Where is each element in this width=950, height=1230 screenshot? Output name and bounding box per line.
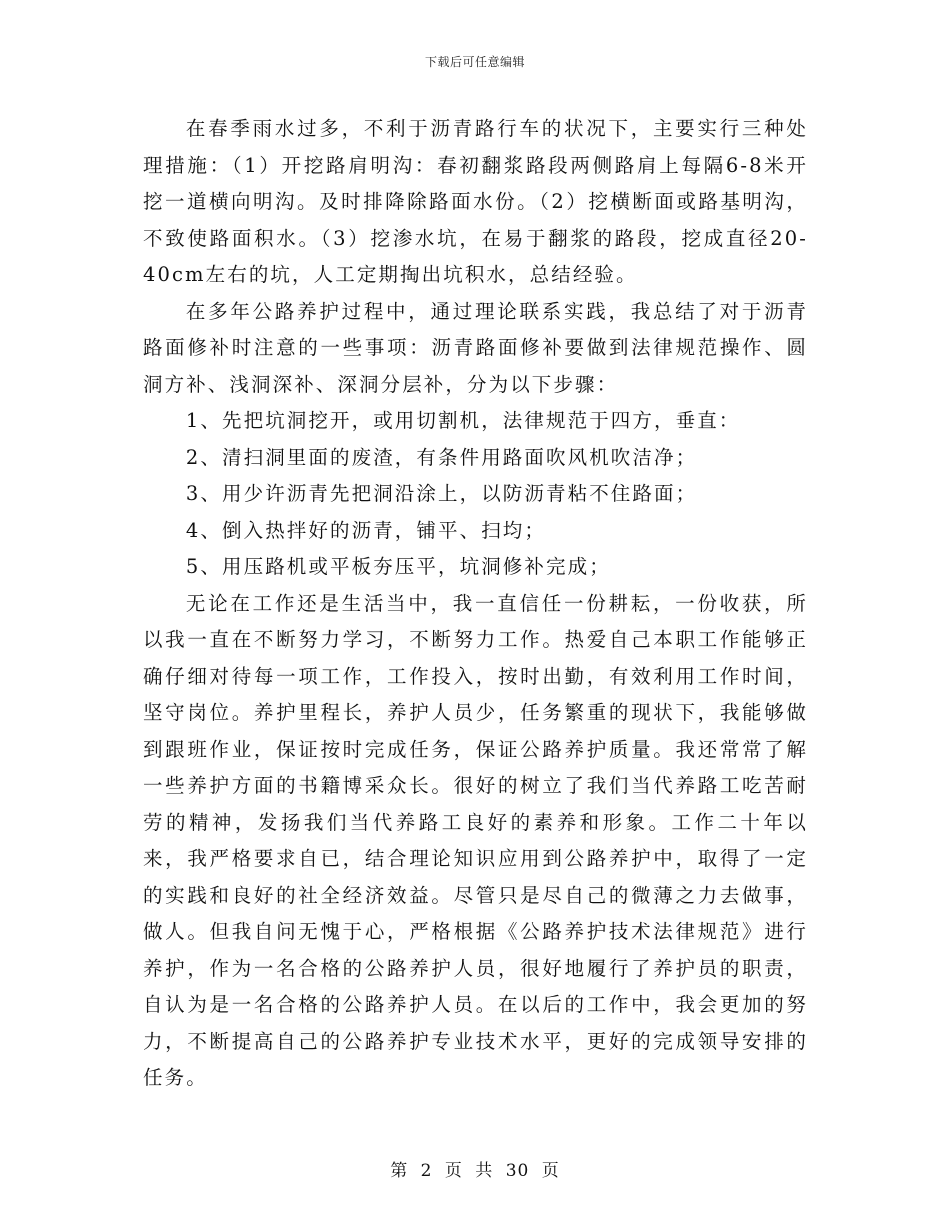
paragraph-rainy-season-measures: 在春季雨水过多，不利于沥青路行车的状况下，主要实行三种处理措施：（1）开挖路肩明沟：春初翻浆路段两侧路肩上每隔6-8米开挖一道横向明沟。及时排降除路面水份。（2）挖横断面或路基明沟，不致使路面积水。（3）挖渗水坑，在易于翻浆的路段，挖成直径20-40cm左右的坑，人工定期掏出坑积水，总结经验。 [143,117,808,286]
step-3: 3、用少许沥青先把洞沿涂上，以防沥青粘不住路面； [185,482,698,505]
paragraph-work-attitude: 无论在工作还是生活当中，我一直信任一份耕耘，一份收获，所以我一直在不断努力学习，不断努力工作。热爱自己本职工作能够正确仔细对待每一项工作，工作投入，按时出勤，有效利用工作时间，坚守岗位。养护里程长，养护人员少，任务繁重的现状下，我能够做到跟班作业，保证按时完成任务，保证公路养护质量。我还常常了解一些养护方面的书籍博采众长。很好的树立了我们当代养路工吃苦耐劳的精神，发扬我们当代养路工良好的素养和形象。工作二十年以来，我严格要求自已，结合理论知识应用到公路养护中，取得了一定的实践和良好的社全经济效益。尽管只是尽自己的微薄之力去做事，做人。但我自问无愧于心，严格根据《公路养护技术法律规范》进行养护，作为一名合格的公路养护人员，很好地履行了养护员的职责，自认为是一名合格的公路养护人员。在以后的工作中，我会更加的努力，不断提高自己的公路养护专业技术水平，更好的完成领导安排的任务。 [143,591,808,1089]
step-5: 5、用压路机或平板夯压平，坑洞修补完成； [185,555,611,578]
step-2: 2、清扫洞里面的废渣，有条件用路面吹风机吹洁净； [185,445,698,469]
document-body [143,111,808,1097]
page-header: 下载后可任意编辑 [424,55,525,69]
step-4: 4、倒入热拌好的沥青，铺平、扫均； [185,518,546,542]
step-1: 1、先把坑洞挖开，或用切割机，法律规范于四方，垂直： [185,409,741,432]
paragraph-repair-summary: 在多年公路养护过程中，通过理论联系实践，我总结了对于沥青路面修补时注意的一些事项：沥青路面修补要做到法律规范操作、圆洞方补、浅洞深补、深洞分层补，分为以下步骤： [143,299,808,396]
page-footer: 第 2 页 共 30 页 [390,1161,560,1181]
